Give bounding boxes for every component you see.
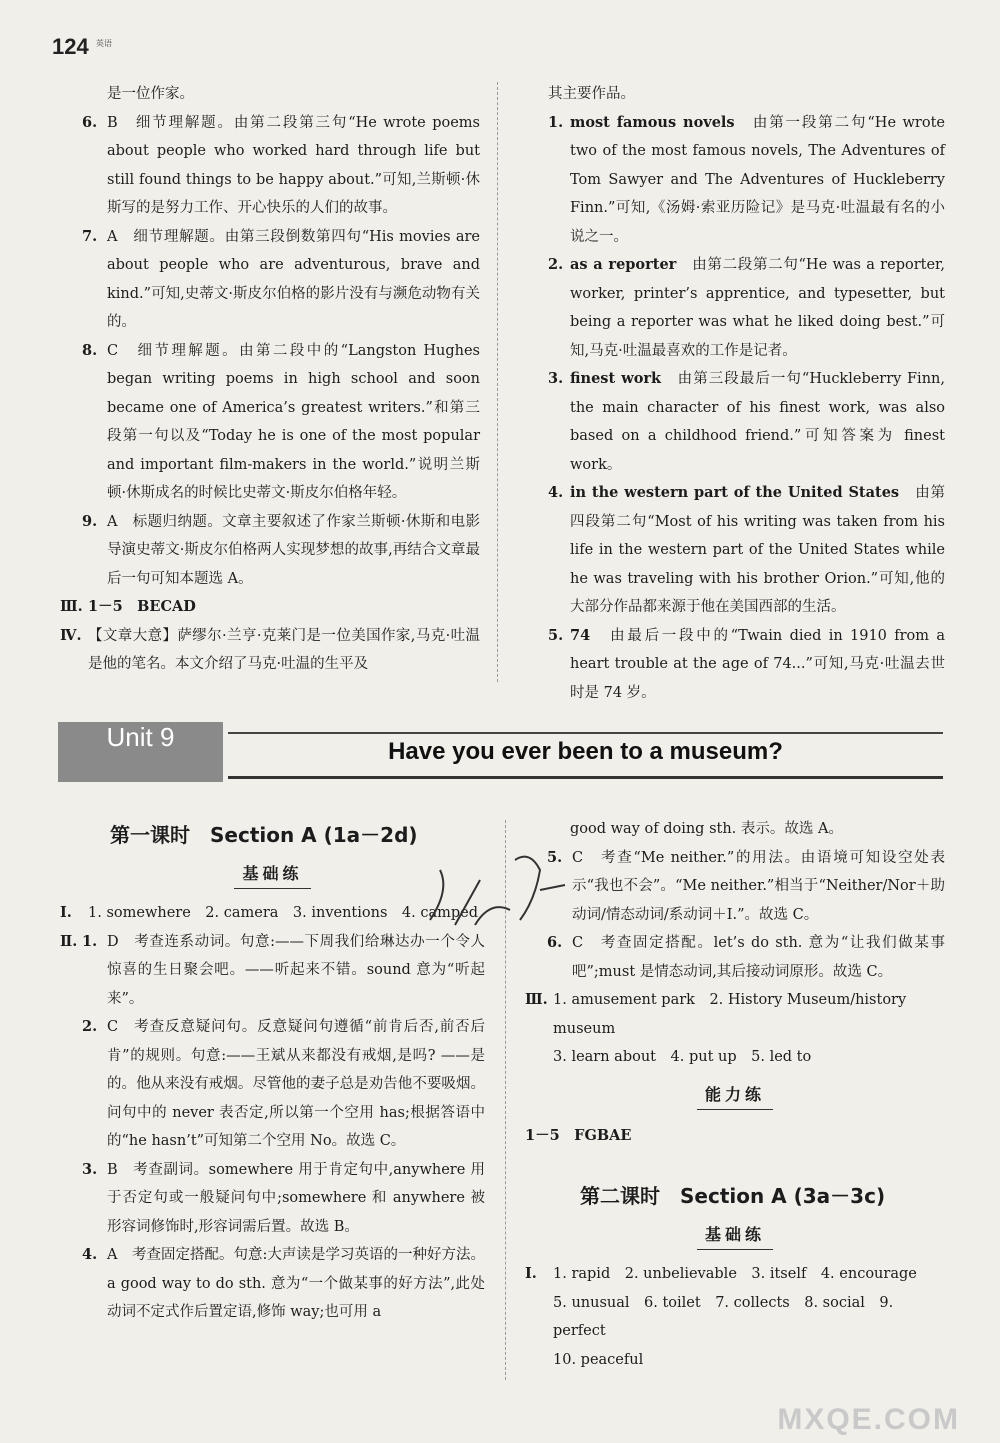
answer-item: 4. A 考查固定搭配。句意:大声读是学习英语的一种好方法。a good way to do sth. 意为“一个做某事的好方法”,此处动词不定式作后置定语,修饰 way;也可用 a xyxy=(82,1246,485,1320)
intro-text: 是一位作家。 xyxy=(107,86,194,102)
lesson-title: 第一课时 Section A (1a－2d) xyxy=(110,823,418,847)
watermark: MXQE.COM xyxy=(777,1403,960,1436)
page-number: 124 xyxy=(52,34,89,59)
lesson-title: 第二课时 Section A (3a－3c) xyxy=(580,1184,886,1208)
section-1-answers: Ⅰ. 1. somewhere 2. camera 3. inventions 4. camped xyxy=(60,904,479,921)
top-left-column xyxy=(60,80,480,679)
answer-row: 10. peaceful xyxy=(553,1351,644,1368)
answer-item: 2. C 考查反意疑问句。反意疑问句遵循“前肯后否,前否后肯”的规则。句意:——王斌从来都没有戒烟,是吗? ——是的。他从来没有戒烟。尽管他的妻子总是劝告他不要吸烟。问句中的 never 表否定,所以第一个空用 has;根据答语中的“he hasn’t”可知第二个空用 No。故选 C。 xyxy=(82,1018,485,1149)
practice-heading: 基础练 xyxy=(60,861,485,889)
banner-rule xyxy=(228,776,943,779)
page-tag: 英语 xyxy=(96,39,112,48)
unit-banner xyxy=(58,722,943,782)
answer-item: 3. B 考查副词。somewhere 用于肯定句中,anywhere 用于否定句或一般疑问句中;somewhere 和 anywhere 被形容词修饰时,形容词需后置。故选 B。 xyxy=(82,1160,485,1235)
answer-item: 2. as a reporter 由第二段第二句“He was a reporter, worker, printer’s apprentice, and typesetter, but being a reporter was what he liked doing best.”可知,马克·吐温最喜欢的工作是记者。 xyxy=(548,256,945,359)
handwriting-scribble xyxy=(420,830,570,940)
ability-heading: 能力练 xyxy=(525,1082,945,1110)
answer-row: 3. learn about 4. put up 5. led to xyxy=(553,1049,812,1065)
section-3-answers: Ⅲ. 1. amusement park 2. History Museum/history museum xyxy=(525,991,907,1037)
answer-item: 7. A 细节理解题。由第三段倒数第四句“His movies are about people who are adventurous, brave and kind.”可知,史蒂文·斯皮尔伯格的影片没有与濒危动物有关的。 xyxy=(82,227,480,330)
top-right-column xyxy=(530,80,945,707)
answer-item: Ⅱ. 1. D 考查连系动词。句意:——下周我们给琳达办一个令人惊喜的生日聚会吧。——听起来不错。sound 意为“听起来”。 xyxy=(60,932,485,1007)
section-1-answers: Ⅰ. 1. rapid 2. unbelievable 3. itself 4. encourage xyxy=(525,1265,917,1282)
answer-item: 9. A 标题归纳题。文章主要叙述了作家兰斯顿·休斯和电影导演史蒂文·斯皮尔伯格两人实现梦想的故事,再结合文章最后一句可知本题选 A。 xyxy=(82,512,480,587)
unit-label: Unit 9 xyxy=(106,722,175,752)
continued-text: good way of doing sth. 表示。故选 A。 xyxy=(570,821,843,837)
section-3-answers: Ⅲ. 1－5 BECAD xyxy=(60,598,196,615)
answer-item: 5. C 考查“Me neither.”的用法。由语境可知设空处表示“我也不会”。“Me neither.”相当于“Neither/Nor＋助动词/情态动词/系动词＋I.”。故选 C。 xyxy=(547,848,945,923)
answer-row: 5. unusual 6. toilet 7. collects 8. social 9. perfect xyxy=(553,1294,894,1339)
banner-rule xyxy=(228,732,943,734)
ability-answers: 1－5 FGBAE xyxy=(525,1126,632,1144)
answer-item: 4. in the western part of the United States 由第四段第二句“Most of his writing was taken from his life in the western part of the United States while he was traveling with his brother Orion.”可知,他的大部分作品都来源于他在美国西部的生活。 xyxy=(548,484,945,615)
practice-heading: 基础练 xyxy=(525,1222,945,1250)
answer-item: 6. B 细节理解题。由第二段第三句“He wrote poems about people who worked hard through life but still found things to be happy about.”可知,兰斯顿·休斯写的是努力工作、开心快乐的人们的故事。 xyxy=(82,113,480,216)
intro-text: 其主要作品。 xyxy=(548,86,635,102)
section-4-summary: Ⅳ. 【文章大意】萨缪尔·兰亨·克莱门是一位美国作家,马克·吐温是他的笔名。本文介绍了马克·吐温的生平及 xyxy=(60,626,480,672)
answer-item: 1. most famous novels 由第一段第二句“He wrote two of the most famous novels, The Adventures of Tom Sawyer and The Adventures of Huckleberry Finn.”可知,《汤姆·索亚历险记》是马克·吐温最有名的小说之一。 xyxy=(548,113,945,245)
answer-item: 8. C 细节理解题。由第二段中的“Langston Hughes began writing poems in high school and soon became one of America’s greatest writers.”和第三段第一句以及“Today he is one of the most popular and important film-makers in the world.”说明兰斯顿·休斯成名的时候比史蒂文·斯皮尔伯格年轻。 xyxy=(82,341,480,501)
answer-item: 6. C 考查固定搭配。let’s do sth. 意为“让我们做某事吧”;must 是情态动词,其后接动词原形。故选 C。 xyxy=(547,934,945,980)
column-divider xyxy=(497,82,498,682)
unit-title: Have you ever been to a museum? xyxy=(388,738,783,765)
bottom-right-column xyxy=(525,815,945,1374)
answer-item: 5. 74 由最后一段中的“Twain died in 1910 from a heart trouble at the age of 74...”可知,马克·吐温去世时是 74 岁。 xyxy=(548,626,945,701)
answer-item: 3. finest work 由第三段最后一句“Huckleberry Finn, the main character of his finest work, was also based on a childhood friend.”可知答案为 finest work。 xyxy=(548,370,945,473)
